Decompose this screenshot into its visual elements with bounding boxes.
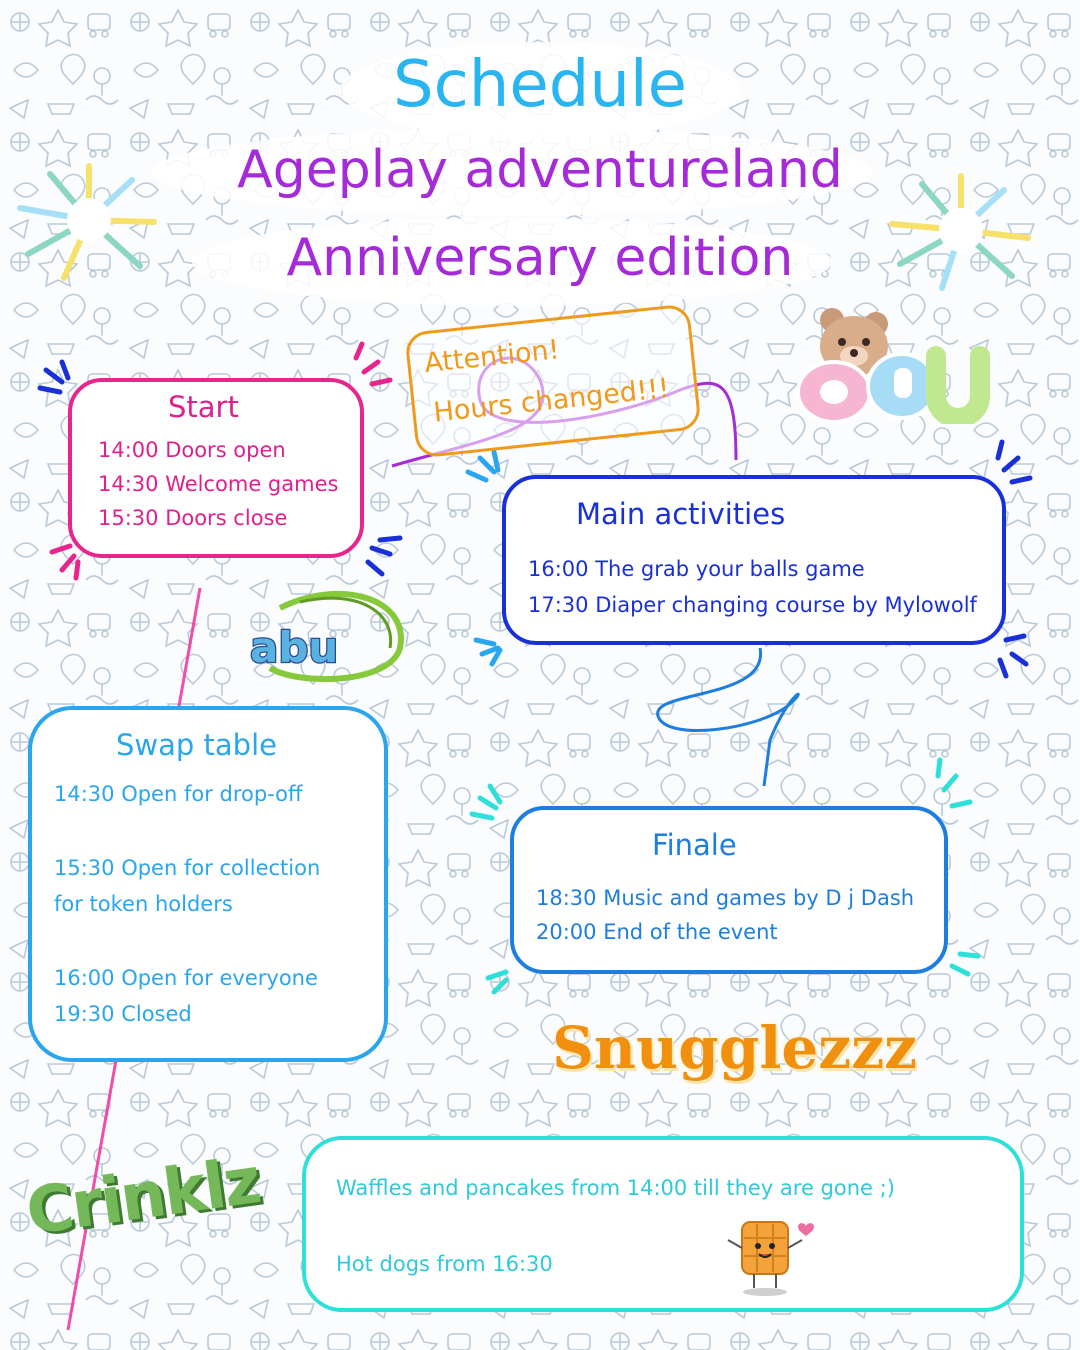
abu-logo-text: abu bbox=[250, 623, 339, 672]
waffle-mascot-icon bbox=[720, 1216, 820, 1298]
food-item: Hot dogs from 16:30 bbox=[336, 1252, 553, 1276]
event-name: Ageplay adventureland bbox=[237, 140, 843, 200]
main-activities-box bbox=[502, 475, 1006, 645]
abu-logo bbox=[240, 588, 410, 688]
start-item: 15:30 Doors close bbox=[98, 506, 288, 530]
swap-table-item: 15:30 Open for collection bbox=[54, 856, 321, 880]
swap-table-item: 16:00 Open for everyone bbox=[54, 966, 318, 990]
main-activity-item: 17:30 Diaper changing course by Mylowolf bbox=[528, 593, 977, 617]
attention-label: Attention! bbox=[422, 334, 561, 380]
start-item: 14:00 Doors open bbox=[98, 438, 286, 462]
start-heading: Start bbox=[168, 390, 239, 424]
swap-table-item: 14:30 Open for drop-off bbox=[54, 782, 303, 806]
snugglezzz-logo: Snugglezzz bbox=[552, 1014, 918, 1082]
food-box bbox=[302, 1136, 1024, 1312]
main-activities-heading: Main activities bbox=[576, 497, 786, 531]
odu-logo-text: ODU bbox=[790, 306, 793, 307]
swap-table-box bbox=[28, 706, 388, 1062]
hours-changed-label: Hours changed!!! bbox=[432, 372, 671, 429]
edition-subtitle: Anniversary edition bbox=[286, 228, 794, 288]
finale-item: 20:00 End of the event bbox=[536, 920, 778, 944]
finale-box bbox=[510, 806, 948, 974]
start-box bbox=[68, 378, 364, 558]
swap-table-item: for token holders bbox=[54, 892, 233, 916]
page-title: Schedule bbox=[392, 48, 688, 122]
main-activity-item: 16:00 The grab your balls game bbox=[528, 557, 865, 581]
finale-heading: Finale bbox=[652, 828, 737, 862]
crinklz-logo: Crinklz bbox=[21, 1144, 264, 1250]
swap-table-heading: Swap table bbox=[116, 728, 277, 762]
swap-table-item: 19:30 Closed bbox=[54, 1002, 192, 1026]
food-item: Waffles and pancakes from 14:00 till they are gone ;) bbox=[336, 1176, 895, 1200]
finale-item: 18:30 Music and games by D j Dash bbox=[536, 886, 915, 910]
start-item: 14:30 Welcome games bbox=[98, 472, 339, 496]
odu-logo bbox=[790, 306, 990, 424]
